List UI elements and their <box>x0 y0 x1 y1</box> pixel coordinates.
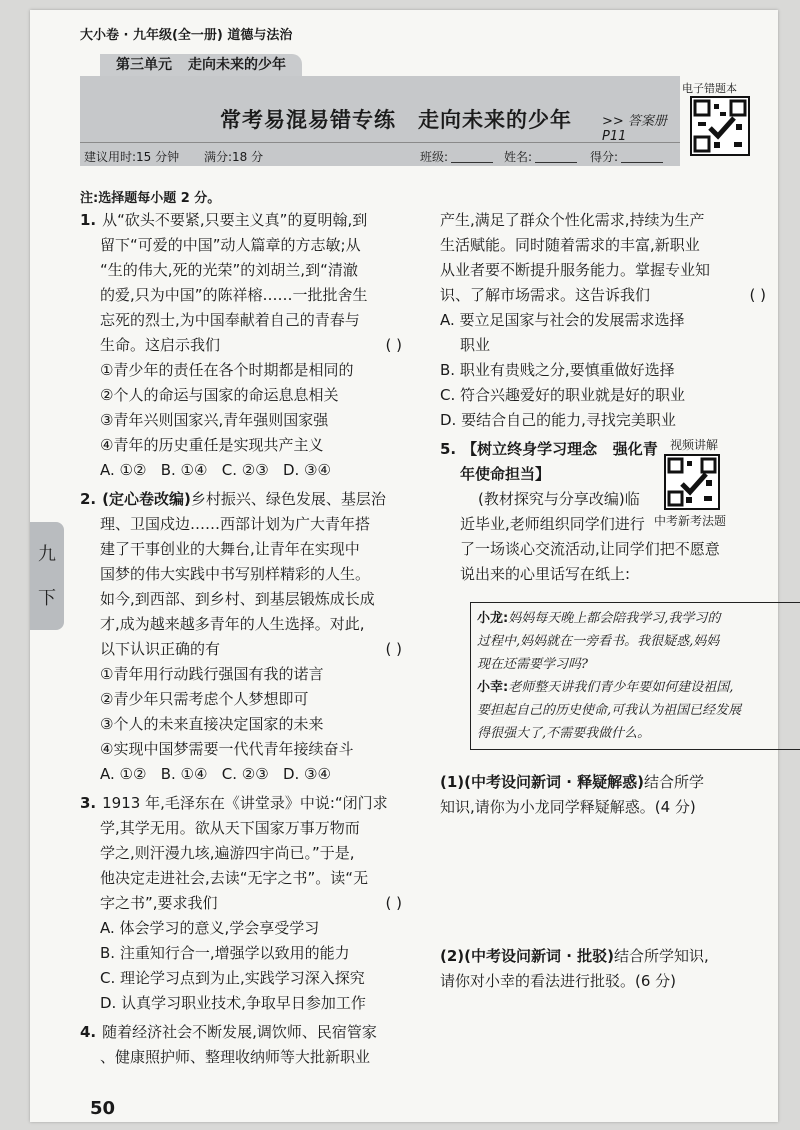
xiaoxing-text: 老师整天讲我们青少年要如何建设祖国, <box>508 680 734 695</box>
side-tab-top: 九 <box>38 544 56 565</box>
q1-item: ②个人的命运与国家的命运息息相关 <box>100 386 339 404</box>
xiaolong-note <box>477 607 800 630</box>
page-number: 50 <box>90 1098 116 1119</box>
q2-text: 才,成为越来越多青年的人生选择。对此, <box>100 615 365 633</box>
answer-reference: >> 答案册 P11 <box>602 114 667 144</box>
scoring-note: 注:选择题每小题 2 分。 <box>80 191 221 206</box>
q2-item: ①青年用行动践行强国有我的诺言 <box>100 665 324 683</box>
q4-text: 产生,满足了群众个性化需求,持续为生产 <box>440 211 705 229</box>
title-banner <box>80 76 680 166</box>
points-blank[interactable] <box>621 150 663 163</box>
q2-text: 理、卫国戍边……西部计划为广大青年搭 <box>100 515 371 533</box>
q3-text: 字之书”,要求我们 <box>100 894 218 912</box>
q4-option-d[interactable]: D. 要结合自己的能力,寻找完美职业 <box>440 411 676 429</box>
xiaolong-text: 现在还需要学习吗? <box>477 657 588 672</box>
xiaoxing-name: 小幸: <box>477 680 509 695</box>
q3-option-b[interactable]: B. 注重知行合一,增强学以致用的能力 <box>100 944 350 962</box>
q5-sub2 <box>440 944 770 994</box>
q2-answer-blank[interactable]: ( ) <box>385 640 402 658</box>
q5-sub1-text: 知识,请你为小龙同学释疑解惑。(4 分) <box>440 798 696 816</box>
q5-sub2-text: 请你对小幸的看法进行批驳。(6 分) <box>440 972 677 990</box>
q4-text: 识、了解市场需求。这告诉我们 <box>440 286 651 304</box>
q2-number: 2. <box>80 490 97 508</box>
banner-title <box>220 104 572 134</box>
q1-text: “生的伟大,死的光荣”的刘胡兰,到“清澈 <box>100 261 358 279</box>
q1-options[interactable]: A. ①② B. ①④ C. ②③ D. ③④ <box>100 461 331 479</box>
q3-text: 学之,则汗漫九垓,遍游四宇尚已。”于是, <box>100 844 355 862</box>
q4-number: 4. <box>80 1023 97 1041</box>
q1-answer-blank[interactable]: ( ) <box>385 336 402 354</box>
q5-intro: 近毕业,老师组织同学们进行 <box>460 515 645 533</box>
q1-text: 留下“可爱的中国”动人篇章的方志敏;从 <box>100 236 361 254</box>
q4-stem-end <box>440 283 766 308</box>
q5-intro: (教材探究与分享改编)临 <box>478 490 640 508</box>
q3-text: 学,其学无用。欲从天下国家万事万物而 <box>100 819 360 837</box>
q2-source-tag: (定心卷改编) <box>102 490 191 508</box>
video-qr-icon[interactable] <box>664 454 720 510</box>
q1-item: ①青少年的责任在各个时期都是相同的 <box>100 361 354 379</box>
xiaolong-name: 小龙: <box>477 611 509 626</box>
points-label: 得分: <box>590 150 619 164</box>
q5-theme-tag-cont: 年使命担当】 <box>460 465 551 483</box>
name-field[interactable] <box>504 148 577 165</box>
left-column <box>80 208 402 1070</box>
unit-tab <box>100 54 302 76</box>
ebook-qr-icon[interactable] <box>690 96 750 156</box>
class-blank[interactable] <box>451 150 493 163</box>
q4-text: 生活赋能。同时随着需求的丰富,新职业 <box>440 236 700 254</box>
q4-text: 、健康照护师、整理收纳师等大批新职业 <box>100 1048 371 1066</box>
time-label: 建议用时:15 分钟 <box>84 150 180 164</box>
ebook-label: 电子错题本 <box>682 82 737 95</box>
q5-theme-tag: 【树立终身学习理念 强化青 <box>462 440 658 458</box>
q1-text: 从“砍头不要紧,只要主义真”的夏明翰,到 <box>102 211 368 229</box>
q2-item: ②青少年只需考虑个人梦想即可 <box>100 690 309 708</box>
right-column <box>440 208 766 587</box>
q5-intro: 说出来的心里话写在纸上: <box>460 565 631 583</box>
q4-option-c[interactable]: C. 符合兴趣爱好的职业就是好的职业 <box>440 386 686 404</box>
q2-text: 如今,到西部、到乡村、到基层锻炼成长成 <box>100 590 375 608</box>
q1-item: ④青年的历史重任是实现共产主义 <box>100 436 324 454</box>
q4-option-a-cont: 职业 <box>460 336 491 354</box>
grade-side-tab <box>30 522 64 630</box>
points-field[interactable] <box>590 148 663 165</box>
q2-line <box>80 487 402 512</box>
student-notes-box <box>470 602 800 750</box>
q2-item: ④实现中国梦需要一代代青年接续奋斗 <box>100 740 354 758</box>
q4-option-b[interactable]: B. 职业有贵贱之分,要慎重做好选择 <box>440 361 675 379</box>
banner-title-part1: 常考易混易错专练 <box>220 108 396 132</box>
q3-text: 1913 年,毛泽东在《讲堂录》中说:“闭门求 <box>102 794 388 812</box>
xiaolong-text: 妈妈每天晚上都会陪我学习,我学习的 <box>508 611 721 626</box>
video-explain-label: 视频讲解 <box>670 438 719 452</box>
q2-text: 以下认识正确的有 <box>100 640 221 658</box>
q2-item: ③个人的未来直接决定国家的未来 <box>100 715 324 733</box>
q5-number: 5. <box>440 440 457 458</box>
exam-method-label: 中考新考法题 <box>654 514 727 528</box>
q4-text: 随着经济社会不断发展,调饮师、民宿管家 <box>102 1023 377 1041</box>
q1-line <box>80 208 402 233</box>
q1-text: 生命。这启示我们 <box>100 336 221 354</box>
q1-text: 的爱,只为中国”的陈祥榕……一批批舍生 <box>100 286 368 304</box>
q5-sub2-text: 结合所学知识, <box>614 947 709 965</box>
q2-text: 建了干事创业的大舞台,让青年在实现中 <box>100 540 360 558</box>
q2-stem-end <box>80 637 402 662</box>
q5-sub1-text: 结合所学 <box>644 773 705 791</box>
q5-sub1-answer-area[interactable] <box>440 826 770 936</box>
q4-answer-blank[interactable]: ( ) <box>749 286 766 304</box>
q4-text: 从业者要不断提升服务能力。掌握专业知 <box>440 261 711 279</box>
q1-item: ③青年兴则国家兴,青年强则国家强 <box>100 411 329 429</box>
unit-name: 走向未来的少年 <box>188 57 286 73</box>
banner-divider <box>80 142 680 143</box>
unit-number: 第三单元 <box>116 57 172 73</box>
score-label: 满分:18 分 <box>204 150 264 164</box>
q3-option-d[interactable]: D. 认真学习职业技术,争取早日参加工作 <box>100 994 366 1012</box>
class-label: 班级: <box>420 150 449 164</box>
q3-answer-blank[interactable]: ( ) <box>385 894 402 912</box>
q3-number: 3. <box>80 794 97 812</box>
q4-line <box>80 1020 402 1045</box>
q1-stem-end <box>80 333 402 358</box>
q5-sub2-tag: (2)(中考设问新词 · 批驳) <box>440 947 615 965</box>
q5-sub1 <box>440 770 770 820</box>
name-blank[interactable] <box>535 150 577 163</box>
worksheet-page <box>30 10 778 1122</box>
q3-text: 他决定走进社会,去读“无字之书”。读“无 <box>100 869 369 887</box>
side-tab-bottom: 下 <box>38 588 56 609</box>
q4-option-a[interactable]: A. 要立足国家与社会的发展需求选择 <box>440 311 685 329</box>
q3-line <box>80 791 402 816</box>
q2-text: 国梦的伟大实践中书写别样精彩的人生。 <box>100 565 371 583</box>
xiaoxing-note <box>477 676 800 699</box>
banner-title-part2: 走向未来的少年 <box>418 108 572 132</box>
q5-sub2-answer-area[interactable] <box>440 1000 770 1100</box>
q5-intro: 了一场谈心交流活动,让同学们把不愿意 <box>460 540 720 558</box>
q1-number: 1. <box>80 211 97 229</box>
q3-stem-end <box>80 891 402 916</box>
name-label: 姓名: <box>504 150 533 164</box>
q1-text: 忘死的烈士,为中国奉献着自己的青春与 <box>100 311 360 329</box>
q3-option-c[interactable]: C. 理论学习点到为止,实践学习深入探究 <box>100 969 365 987</box>
q2-options[interactable]: A. ①② B. ①④ C. ②③ D. ③④ <box>100 765 331 783</box>
q2-text: 乡村振兴、绿色发展、基层治 <box>190 490 386 508</box>
q3-option-a[interactable]: A. 体会学习的意义,学会享受学习 <box>100 919 320 937</box>
q5-sub1-tag: (1)(中考设问新词 · 释疑解惑) <box>440 773 645 791</box>
xiaoxing-text: 要担起自己的历史使命,可我认为祖国已经发展 <box>477 703 742 718</box>
xiaolong-text: 过程中,妈妈就在一旁看书。我很疑惑,妈妈 <box>477 634 720 649</box>
book-title: 大小卷 · 九年级(全一册) 道德与法治 <box>80 28 293 43</box>
class-field[interactable] <box>420 148 493 165</box>
xiaoxing-text: 得很强大了,不需要我做什么。 <box>477 726 651 741</box>
